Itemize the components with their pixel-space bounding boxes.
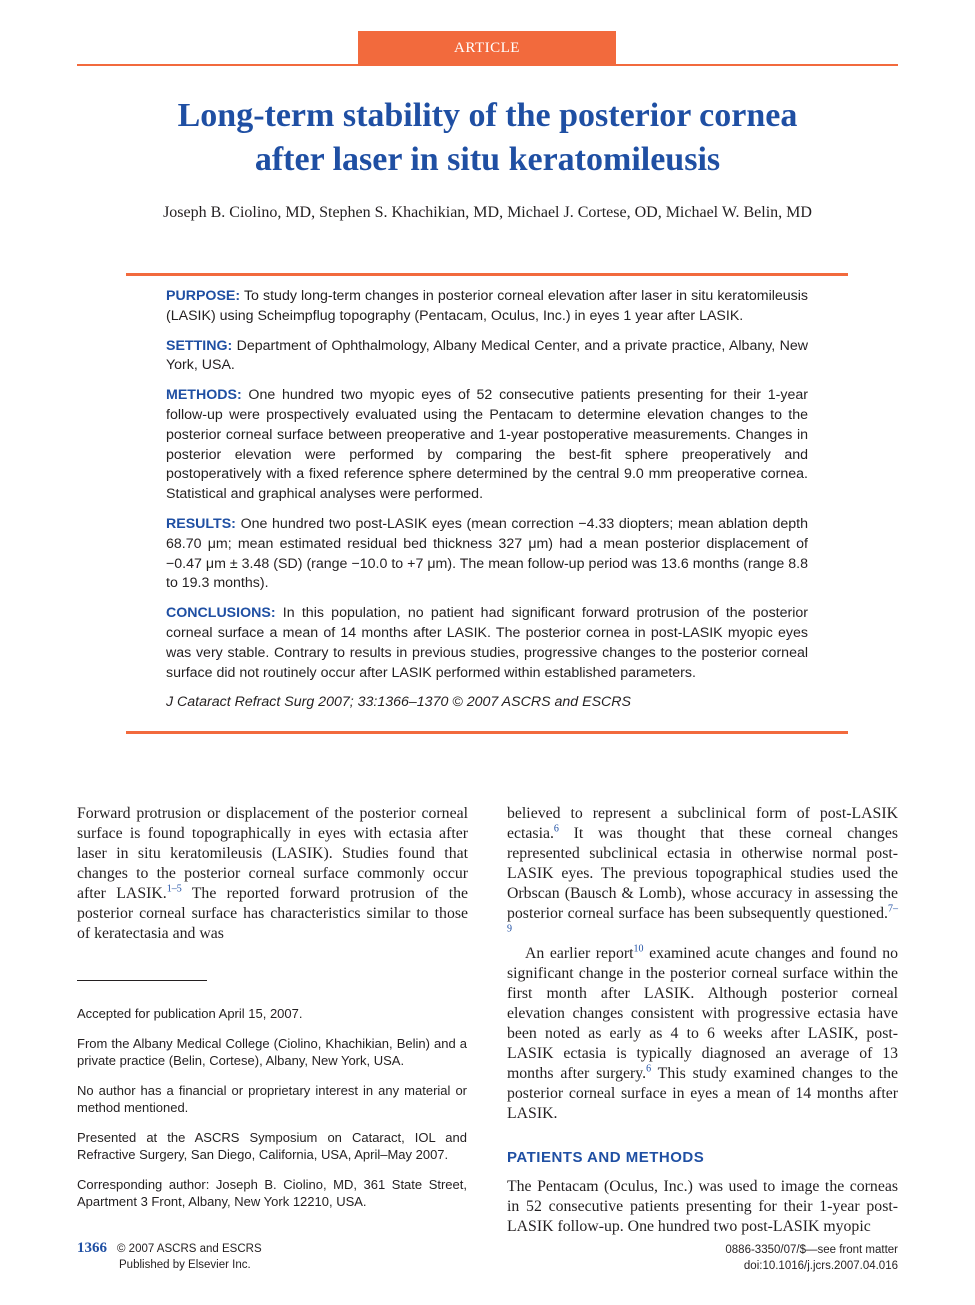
abstract-methods [166,386,808,505]
note-presented: Presented at the ASCRS Symposium on Cataract, IOL and Refractive Surgery, San Diego, California, USA, April–May 2007. [77,1129,467,1162]
abstract-results [166,515,808,594]
footnote-rule [77,980,207,981]
abstract-conclusions [166,604,808,683]
reference-link[interactable]: 1–5 [166,883,182,895]
body-text: This study examined changes to the posterior corneal surface in eyes a mean of 14 months after LASIK. [507,1065,898,1122]
body-paragraph [77,804,468,944]
section-tag: ARTICLE [358,31,616,65]
results-text: One hundred two post-LASIK eyes (mean correction −4.33 diopters; mean ablation depth 68.70 μm; mean estimated residual bed thickness 327 μm) had a mean posterior displacement of −0.47 μm ± 3.48 (SD) (range −10.0 to +7 μm). The mean follow-up period was 13.6 months (range 8.8 to 19.3 months). [166,515,809,592]
body-paragraph [507,944,898,1124]
doi-link[interactable]: doi:10.1016/j.jcrs.2007.04.016 [743,1260,898,1272]
note-affiliation: From the Albany Medical College (Ciolino, Khachikian, Belin) and a private practice (Belin, Cortese), Albany, New York, USA. [77,1035,467,1068]
conclusions-text: In this population, no patient had significant forward protrusion of the posterior corneal surface a mean of 14 months after LASIK. The posterior cornea in post-LASIK myopic eyes was very stable. Contrary to results in previous studies, progressive changes to the posterior corneal surface did not routinely occur after LASIK performed within established parameters. [166,605,808,681]
body-text: The reported forward protrusion of the posterior corneal surface has characteristics similar to those of keratectasia and was [77,885,469,942]
abstract-bottom-rule [126,731,848,734]
copyright: © 2007 ASCRS and ESCRS [117,1243,262,1255]
note-corresponding: Corresponding author: Joseph B. Ciolino, MD, 361 State Street, Apartment 3 Front, Albany, New York 12210, USA. [77,1176,467,1209]
title-line-2: after laser in situ keratomileusis [254,141,721,178]
journal-citation: J Cataract Refract Surg 2007; 33:1366–1370 © 2007 ASCRS and ESCRS [166,694,631,711]
reference-link[interactable]: 7–9 [507,903,898,935]
reference-link[interactable]: 10 [633,943,644,955]
abstract-setting [166,337,808,377]
section-heading: PATIENTS AND METHODS [507,1149,705,1166]
abstract-purpose [166,287,808,327]
article-notes [77,1005,467,1223]
abstract-top-rule [126,273,848,276]
purpose-label: PURPOSE: [166,288,241,304]
issn: 0886-3350/07/$—see front matter [725,1244,898,1256]
body-text: Forward protrusion or displacement of the posterior corneal surface is found topographically in eyes with ectasia after laser in situ keratomileusis (LASIK). Studies found that changes to the posterior corneal surface commonly occur after LASIK. [77,805,468,902]
article-title [77,94,898,182]
body-paragraph: The Pentacam (Oculus, Inc.) was used to image the corneas in 52 consecutive patients presenting for their 1-year post-LASIK follow-up. One hundred two post-LASIK myopic [507,1178,898,1235]
purpose-text: To study long-term changes in posterior corneal elevation after laser in situ keratomileusis (LASIK) using Scheimpflug topography (Pentacam, Oculus, Inc.) in eyes 1 year after LASIK. [166,288,808,324]
abstract [166,287,808,723]
conclusions-label: CONCLUSIONS: [166,605,276,622]
footer-left [77,1240,262,1273]
note-accepted: Accepted for publication April 15, 2007. [77,1006,303,1021]
body-text: It was thought that these corneal changes represented subclinical ectasia in otherwise normal post-LASIK eyes. The previous topographical studies used the Orbscan (Bausch & Lomb), whose accuracy in assessing the posterior corneal surface has been subsequently questioned. [507,825,898,922]
body-column-left [77,804,468,944]
header-rule [77,64,898,66]
results-label: RESULTS: [166,515,236,532]
body-text: believed to represent a subclinical form of post-LASIK ectasia. [507,805,898,842]
methods-text: One hundred two myopic eyes of 52 consecutive patients presenting for their 1-year follow-up were prospectively evaluated using the Pentacam to determine elevation changes to the posterior corneal surface between preoperative and 1-year postoperative measurements. Changes in posterior elevation were performed by comparing the best-fit sphere preoperatively and postoperatively with a fixed reference sphere determined by the central 9.0 mm preoperative cornea. Statistical and graphical analyses were performed. [166,387,808,503]
methods-label: METHODS: [166,387,242,404]
body-column-right [507,804,898,1237]
page-number: 1366 [77,1240,107,1256]
footer-right [725,1242,898,1274]
title-line-1: Long-term stability of the posterior cornea [177,97,798,134]
reference-link[interactable]: 6 [646,1063,652,1075]
setting-label: SETTING: [166,337,233,354]
body-paragraph [507,804,898,944]
setting-text: Department of Ophthalmology, Albany Medical Center, and a private practice, Albany, New York, USA. [166,337,808,374]
author-list: Joseph B. Ciolino, MD, Stephen S. Khachikian, MD, Michael J. Cortese, OD, Michael W. Belin, MD [163,204,812,221]
reference-link[interactable]: 6 [553,823,559,835]
body-text: An earlier report [525,945,634,962]
body-text: examined acute changes and found no significant change in the posterior corneal surface within the first month after LASIK. Although posterior corneal elevation changes consistent with progressive ectasia have been noted as early as 4 to 6 weeks after LASIK, post-LASIK ectasia is typically diagnosed an average of 13 months after surgery. [507,945,898,1082]
publisher: Published by Elsevier Inc. [119,1259,251,1271]
note-disclosure: No author has a financial or proprietary interest in any material or method mentioned. [77,1082,467,1115]
